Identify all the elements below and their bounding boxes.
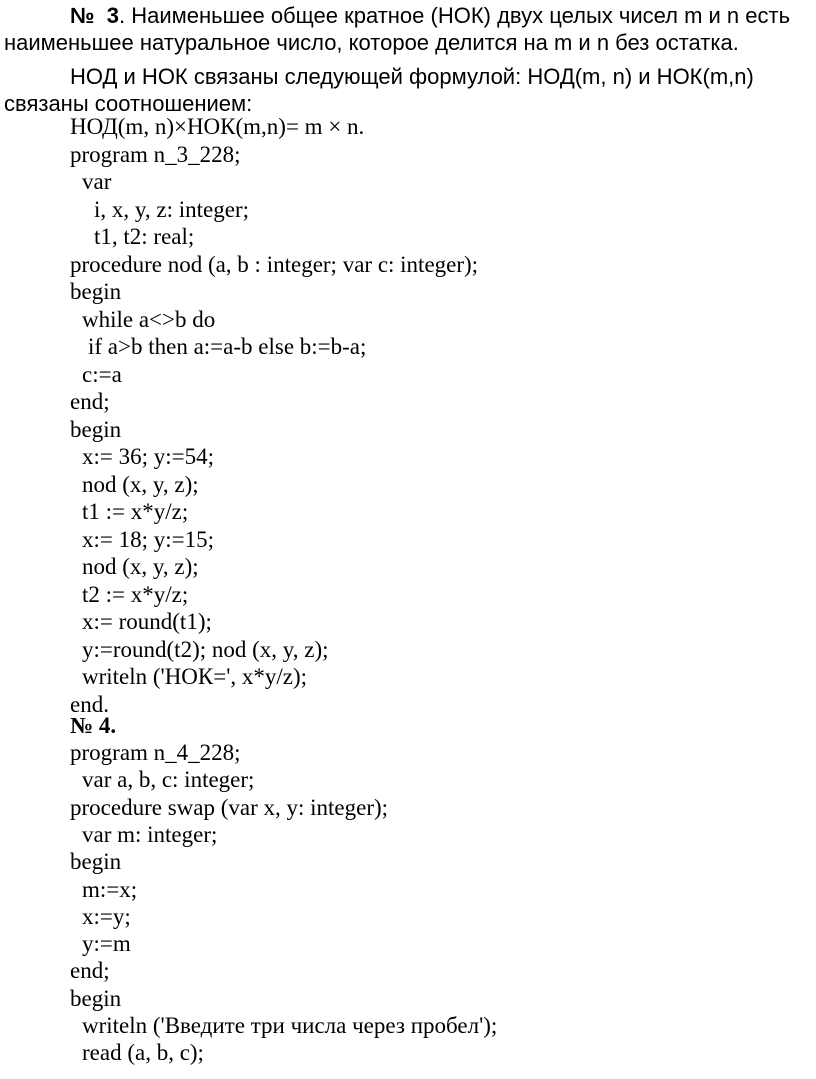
- code-task3-line: begin: [70, 416, 122, 442]
- task3-intro-line4: связаны соотношением:: [4, 91, 253, 116]
- code-task3-line: writeln ('НОК=', x*y/z);: [82, 664, 308, 689]
- code-task4-line: m:=x;: [82, 876, 138, 902]
- code-task3-line: НОД(m, n)×НОК(m,n)= m × n.: [70, 114, 365, 139]
- code-task4-line: read (a, b, c);: [82, 1040, 204, 1066]
- code-task3-line: x:= 36; y:=54;: [82, 444, 215, 469]
- code-task3-line: i, x, y, z: integer;: [94, 196, 249, 222]
- task3-number: № 3: [70, 3, 119, 28]
- code-task3-line: end;: [70, 389, 110, 414]
- code-task3-line: c:=a: [82, 361, 122, 387]
- code-task4-line: end;: [70, 958, 110, 984]
- code-task3-line: if a>b then a:=a-b else b:=b-a;: [88, 334, 367, 359]
- code-task3-line: while a<>b do: [82, 306, 216, 332]
- code-task4-line: var m: integer;: [82, 821, 218, 847]
- code-task3-line: y:=round(t2); nod (x, y, z);: [82, 636, 329, 662]
- task4-header: № 4.: [70, 713, 117, 738]
- code-task3-line: x:= 18; y:=15;: [82, 526, 215, 552]
- code-task4-line: begin: [70, 849, 122, 875]
- code-task3-line: t1, t2: real;: [94, 224, 195, 249]
- task3-intro-line2: наименьшее натуральное число, которое делится на m и n без остатка.: [4, 30, 739, 55]
- code-task3-line: nod (x, y, z);: [82, 554, 199, 579]
- code-task3-line: end.: [70, 691, 109, 717]
- code-task3-line: nod (x, y, z);: [82, 471, 199, 497]
- code-task3-line: t2 := x*y/z;: [82, 581, 189, 607]
- code-task3-line: program n_3_228;: [70, 141, 241, 167]
- code-task3-line: t1 := x*y/z;: [82, 499, 189, 524]
- code-task4-line: var a, b, c: integer;: [82, 767, 255, 793]
- code-task3-line: x:= round(t1);: [82, 609, 212, 634]
- task3-intro-line1: [70, 2, 790, 29]
- code-task3-line: var: [82, 169, 112, 194]
- code-task4-line: writeln ('Введите три числа через пробел');: [82, 1013, 498, 1038]
- code-task3-line: procedure nod (a, b : integer; var c: integer);: [70, 251, 479, 277]
- code-task4-line: begin: [70, 985, 122, 1011]
- task3-intro-line3: НОД и НОК связаны следующей формулой: НОД(m, n) и НОК(m,n): [70, 64, 754, 89]
- code-task4-line: y:=m: [82, 931, 131, 957]
- task3-intro-line1-text: . Наименьшее общее кратное (НОК) двух целых чисел m и n есть: [118, 3, 791, 28]
- code-task4-line: program n_4_228;: [70, 740, 241, 765]
- code-task4-line: procedure swap (var x, y: integer);: [70, 794, 389, 820]
- code-task3-line: begin: [70, 279, 122, 304]
- code-task4-line: x:=y;: [82, 903, 131, 929]
